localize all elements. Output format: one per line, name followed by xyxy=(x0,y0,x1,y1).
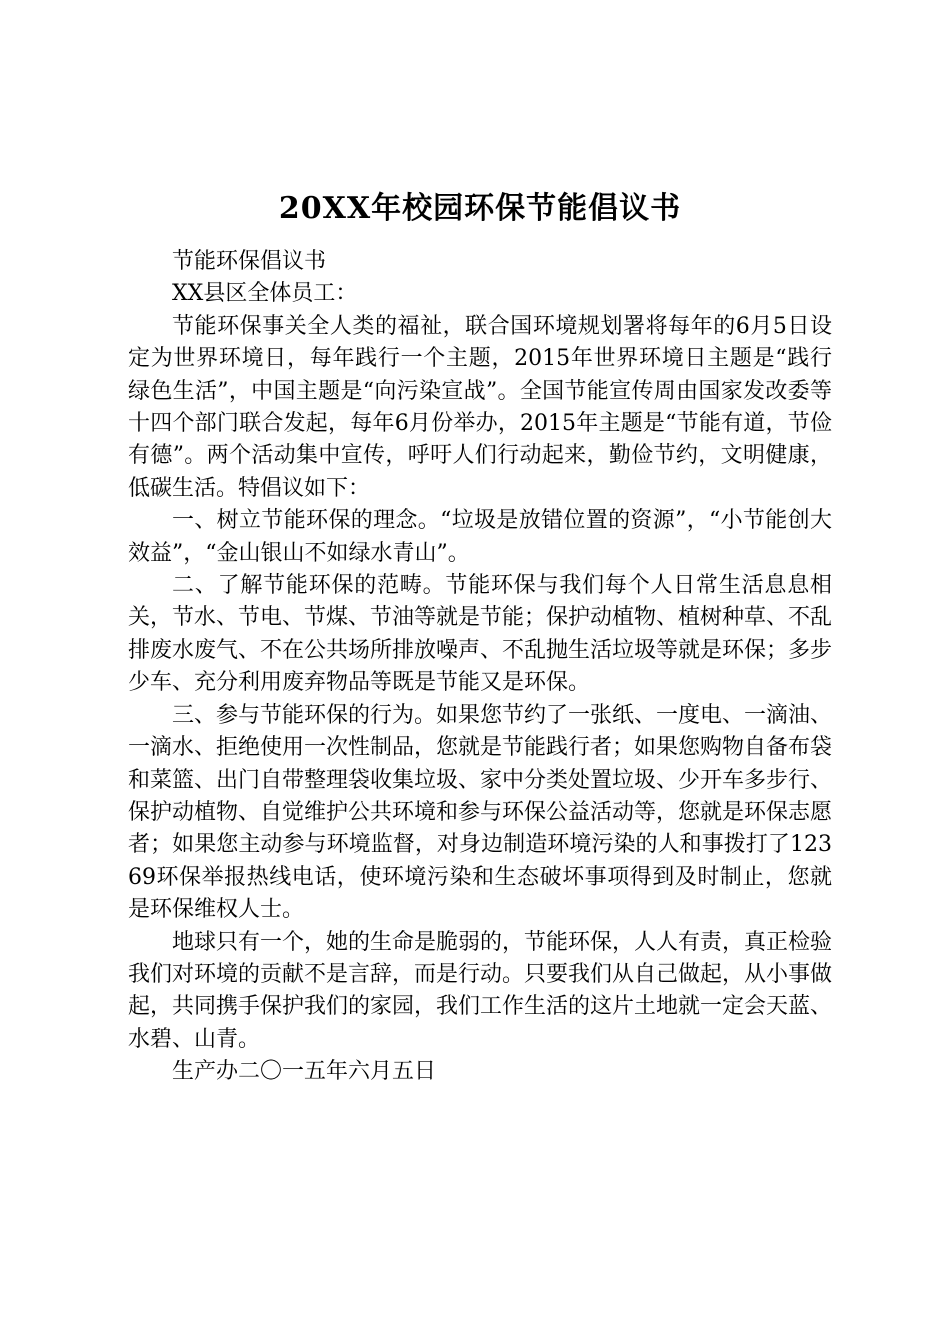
paragraph-point-2: 二、了解节能环保的范畴。节能环保与我们每个人日常生活息息相关，节水、节电、节煤、节油等就是节能；保护动植物、植树种草、不乱排废水废气、不在公共场所排放噪声、不乱抛生活垃圾等就是环保；多步少车、充分利用废弃物品等既是节能又是环保。 xyxy=(128,573,833,696)
paragraph-closing: 地球只有一个，她的生命是脆弱的，节能环保，人人有责，真正检验我们对环境的贡献不是言辞，而是行动。只要我们从自己做起，从小事做起，共同携手保护我们的家园，我们工作生活的这片土地就一定会天蓝、水碧、山青。 xyxy=(128,929,833,1052)
paragraph-point-1: 一、树立节能环保的理念。“垃圾是放错位置的资源”，“小节能创大效益”，“金山银山不如绿水青山”。 xyxy=(128,508,832,566)
document-page xyxy=(128,186,832,1089)
salutation: XX县区全体员工： xyxy=(172,281,358,307)
document-title: 20XX年校园环保节能倡议书 xyxy=(278,191,682,226)
paragraph-point-3: 三、参与节能环保的行为。如果您节约了一张纸、一度电、一滴油、一滴水、拒绝使用一次性制品，您就是节能践行者；如果您购物自备布袋和菜篮、出门自带整理袋收集垃圾、家中分类处置垃圾、少开车多步行、保护动植物、自觉维护公共环境和参与环保公益活动等，您就是环保志愿者；如果您主动参与环境监督，对身边制造环境污染的人和事拨打了12369环保举报热线电话，使环境污染和生态破坏事项得到及时制止，您就是环保维权人士。 xyxy=(128,702,833,923)
paragraph-intro: 节能环保事关全人类的福祉，联合国环境规划署将每年的6月5日设定为世界环境日，每年践行一个主题，2015年世界环境日主题是“践行绿色生活”，中国主题是“向污染宣战”。全国节能宣传周由国家发改委等十四个部门联合发起，每年6月份举办，2015年主题是“节能有道，节俭有德”。两个活动集中宣传，呼吁人们行动起来，勤俭节约，文明健康，低碳生活。特倡议如下： xyxy=(128,313,832,501)
subtitle-line: 节能环保倡议书 xyxy=(172,249,327,274)
signature-date: 生产办二〇一五年六月五日 xyxy=(172,1059,437,1085)
